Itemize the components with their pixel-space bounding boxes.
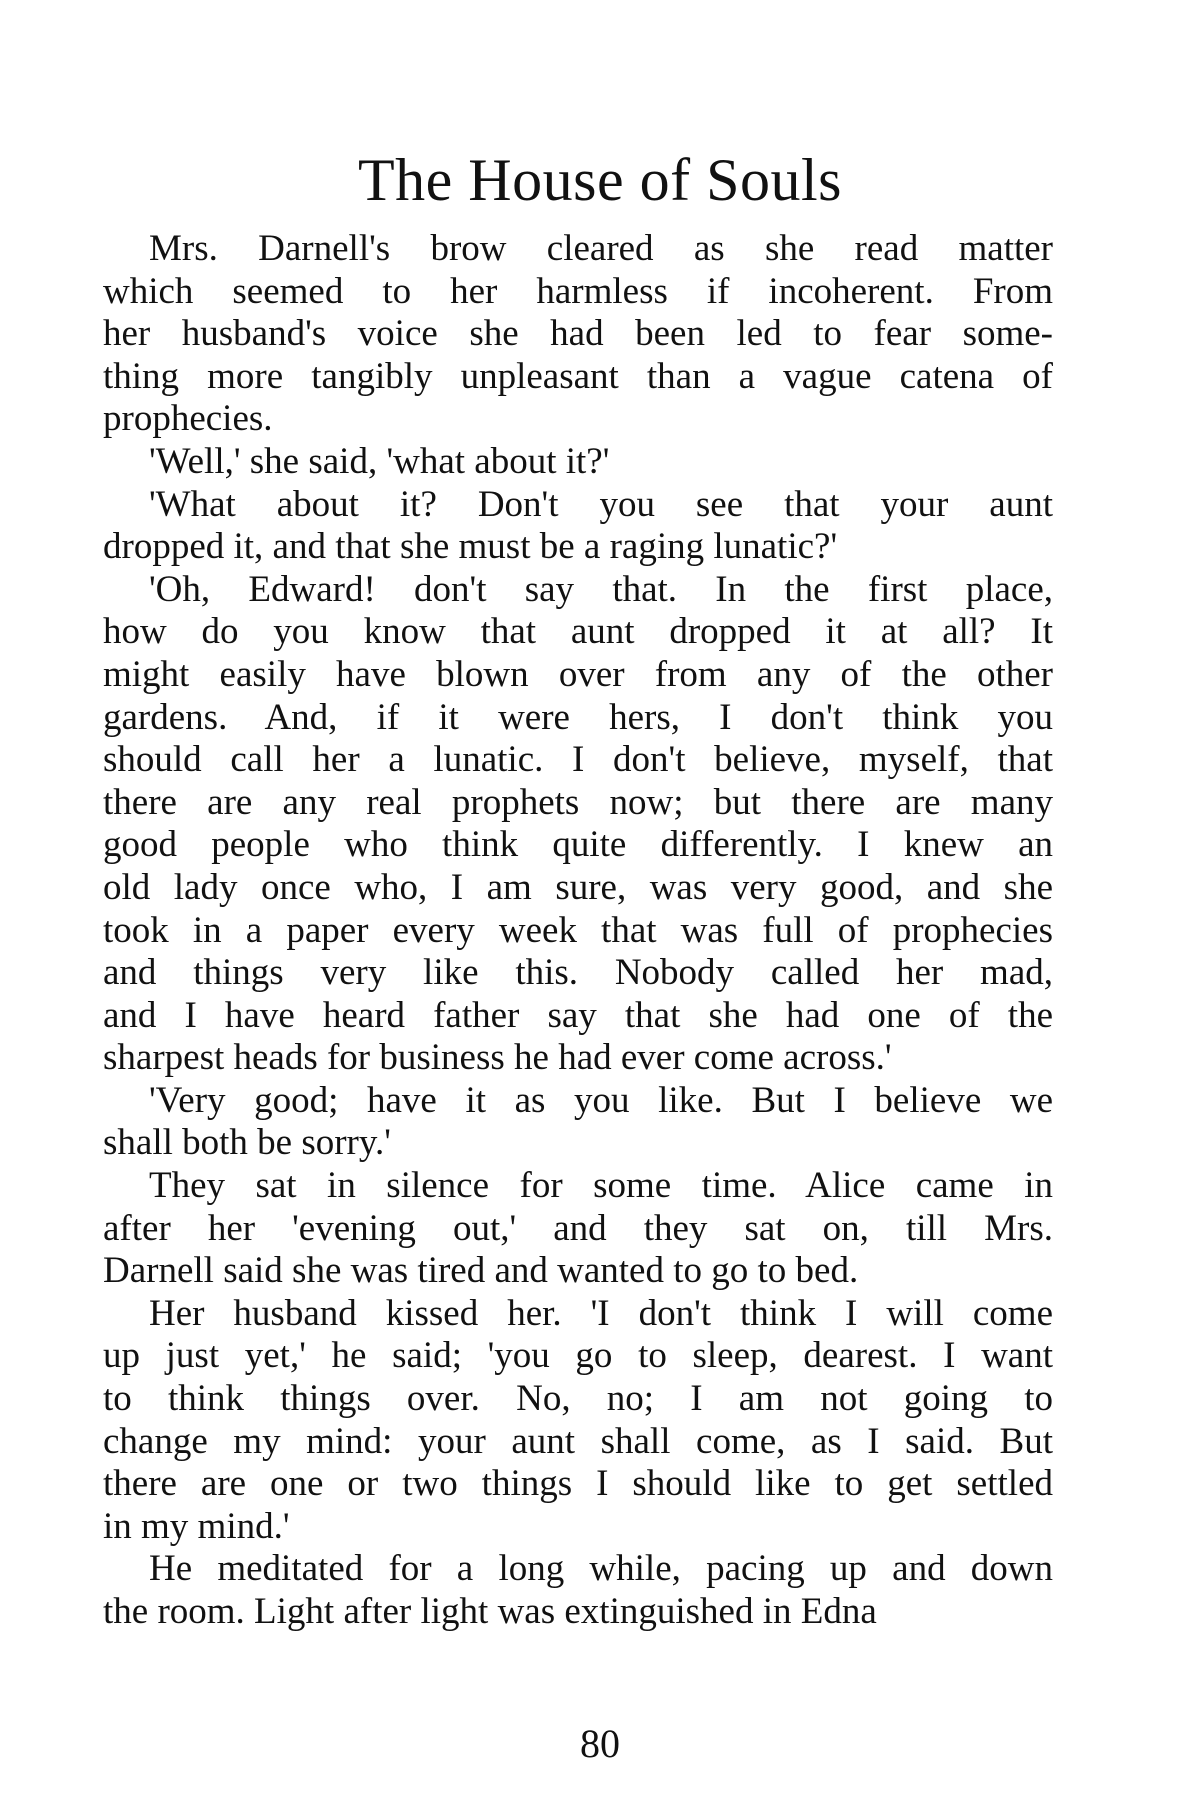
text-line: and things very like this. Nobody called her mad, [103,952,1053,994]
paragraph [103,441,1053,484]
text-line: old lady once who, I am sure, was very good, and she [103,866,1053,908]
page-number: 80 [580,1721,620,1766]
paragraph [103,1293,1053,1549]
text-line: 'Well,' she said, 'what about it?' [149,440,610,482]
text-line: They sat in silence for some time. Alice came in [149,1165,1053,1207]
text-line: after her 'evening out,' and they sat on, till Mrs. [103,1207,1053,1249]
running-head: The House of Souls [358,147,842,213]
text-line: dropped it, and that she must be a raging lunatic?' [103,526,838,568]
text-line: there are one or two things I should like to get settled [103,1463,1053,1505]
text-line: He meditated for a long while, pacing up and down [149,1548,1053,1590]
paragraph [103,228,1053,441]
text-line: Her husband kissed her. 'I don't think I will come [149,1292,1053,1334]
text-line: 'Oh, Edward! don't say that. In the first place, [149,568,1053,610]
paragraph [103,484,1053,569]
text-line: should call her a lunatic. I don't believe, myself, that [103,739,1053,781]
text-line: the room. Light after light was extinguished in Edna [103,1591,877,1632]
text-line: thing more tangibly unpleasant than a vague catena of [103,355,1053,397]
text-line: took in a paper every week that was full of prophecies [103,909,1053,951]
text-line: Darnell said she was tired and wanted to go to bed. [103,1250,859,1292]
paragraph [103,1080,1053,1165]
text-line: gardens. And, if it were hers, I don't think you [103,696,1053,738]
text-line: in my mind.' [103,1505,290,1547]
text-line: 'Very good; have it as you like. But I believe we [149,1079,1053,1121]
text-line: up just yet,' he said; 'you go to sleep, dearest. I want [103,1335,1053,1377]
text-line: might easily have blown over from any of the other [103,653,1053,695]
text-line: sharpest heads for business he had ever come across.' [103,1037,892,1079]
paragraph [103,1165,1053,1293]
paragraph [103,569,1053,1080]
text-line: prophecies. [103,398,273,440]
text-line: change my mind: your aunt shall come, as I said. But [103,1420,1053,1462]
text-line: how do you know that aunt dropped it at all? It [103,611,1053,653]
text-line: 'What about it? Don't you see that your aunt [149,483,1053,525]
text-line: her husband's voice she had been led to fear some- [103,313,1053,355]
text-line: which seemed to her harmless if incoherent. From [103,270,1053,312]
text-line: good people who think quite differently. I knew an [103,824,1053,866]
body-text [103,228,1053,1634]
text-line: shall both be sorry.' [103,1122,391,1164]
paragraph [103,1548,1053,1633]
text-line: and I have heard father say that she had one of the [103,994,1053,1036]
text-line: Mrs. Darnell's brow cleared as she read matter [149,228,1053,269]
text-line: there are any real prophets now; but there are many [103,781,1053,823]
text-line: to think things over. No, no; I am not going to [103,1378,1053,1420]
